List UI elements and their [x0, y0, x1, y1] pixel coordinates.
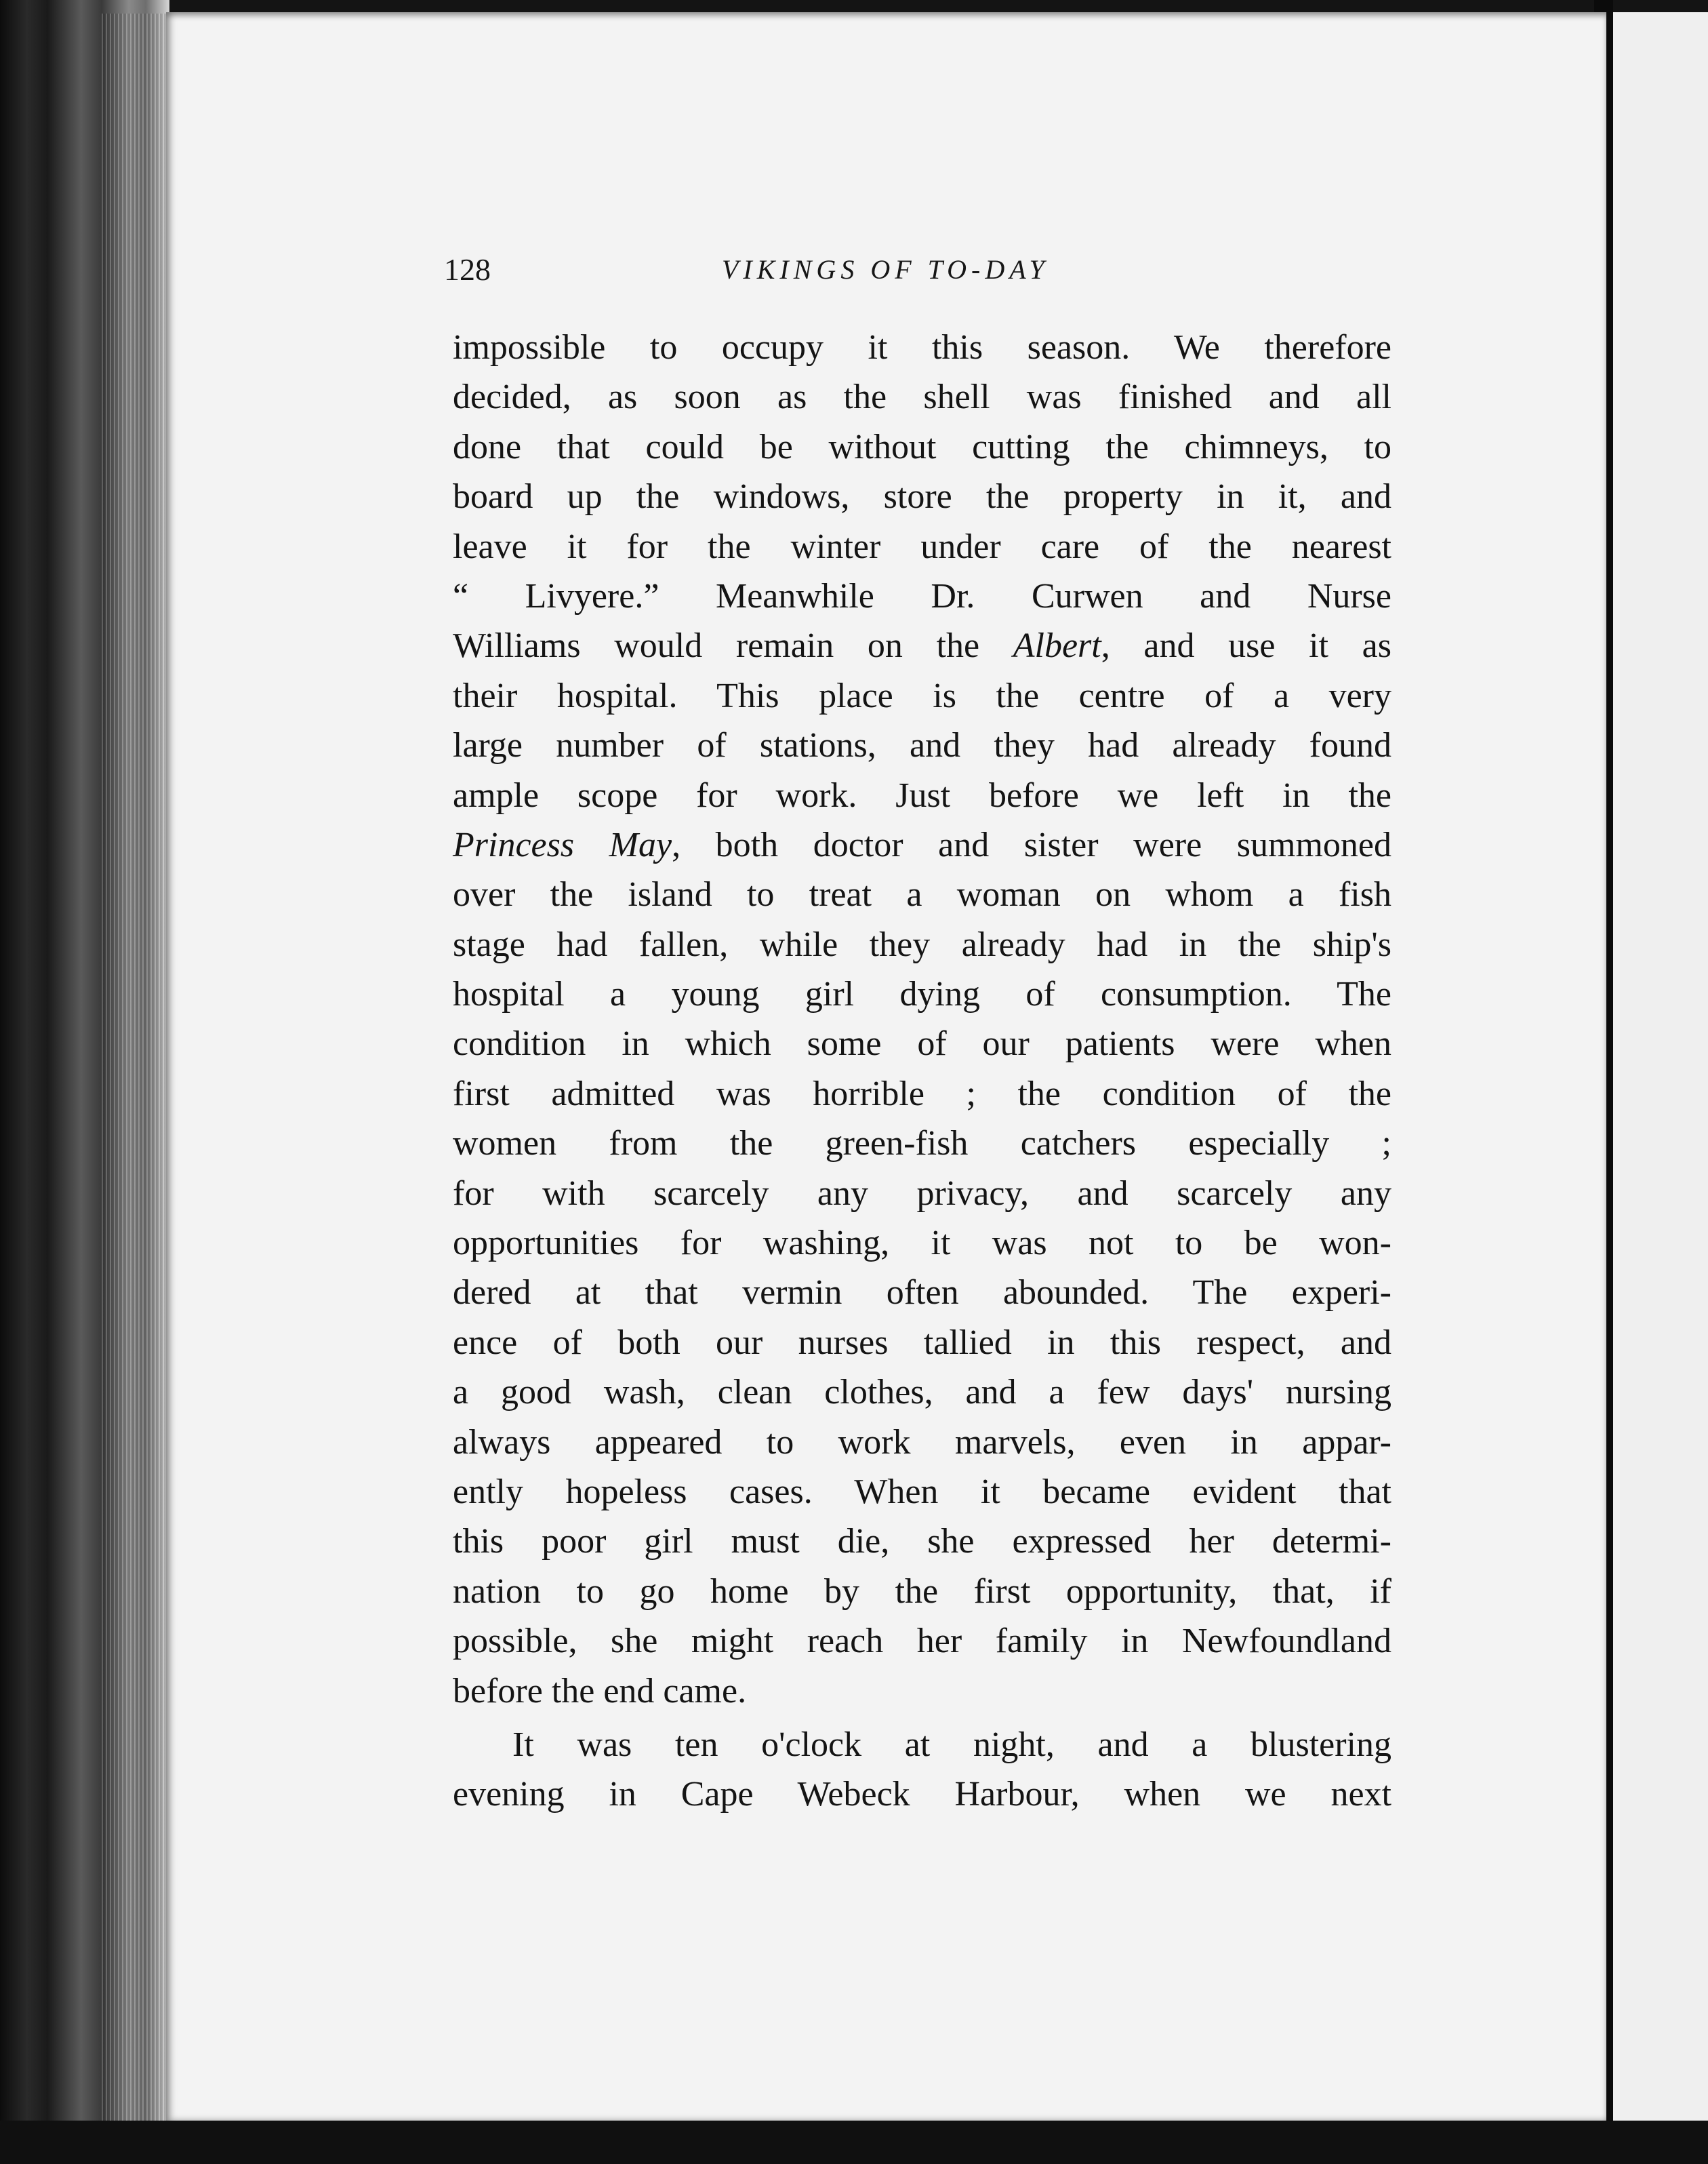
running-title: VIKINGS OF TO-DAY — [722, 254, 1049, 285]
body-text — [453, 323, 1391, 1820]
text-line: done that could be without cutting the chimneys, to — [453, 427, 1391, 466]
text-line: leave it for the winter under care of the nearest — [453, 527, 1391, 566]
italic-ship-name: Albert — [1013, 626, 1101, 666]
text-line: ently hopeless cases. When it became evident that — [453, 1472, 1391, 1511]
text-line: condition in which some of our patients were when — [453, 1024, 1391, 1064]
text-line: ample scope for work. Just before we left in the — [453, 776, 1391, 815]
text-line: first admitted was horrible ; the condition of the — [453, 1074, 1391, 1113]
text-line: hospital a young girl dying of consumption. The — [453, 975, 1391, 1014]
text-line: evening in Cape Webeck Harbour, when we next — [453, 1775, 1391, 1814]
text-line: nation to go home by the first opportunity, that, if — [453, 1571, 1391, 1611]
page-stack-edges — [102, 14, 169, 2129]
text-line: their hospital. This place is the centre of a very — [453, 676, 1391, 715]
running-head — [444, 243, 1393, 297]
paragraph-last-line: before the end came. — [453, 1671, 747, 1710]
text-line: ence of both our nurses tallied in this respect, and — [453, 1323, 1391, 1362]
text-line: large number of stations, and they had already found — [453, 726, 1391, 765]
scan-bottom-border — [0, 2121, 1708, 2164]
text-line: opportunities for washing, it was not to be won- — [453, 1224, 1391, 1263]
text-segment: Williams would remain on the — [453, 626, 1013, 666]
text-line: decided, as soon as the shell was finished and all — [453, 378, 1391, 417]
text-segment: , both doctor and sister were summoned — [672, 825, 1392, 864]
text-line: women from the green-fish catchers especially ; — [453, 1124, 1391, 1163]
text-line: over the island to treat a woman on whom a fish — [453, 875, 1391, 915]
page-number: 128 — [444, 252, 491, 287]
text-line: board up the windows, store the property in it, and — [453, 477, 1391, 517]
text-line: impossible to occupy it this season. We therefore — [453, 328, 1391, 367]
text-line-with-italic — [453, 621, 1391, 670]
text-line: for with scarcely any privacy, and scarcely any — [453, 1174, 1391, 1213]
text-line: possible, she might reach her family in Newfoundland — [453, 1622, 1391, 1661]
paragraph-first-line: It was ten o'clock at night, and a blustering — [512, 1725, 1391, 1764]
text-line: “ Livyere.” Meanwhile Dr. Curwen and Nurse — [453, 576, 1391, 616]
text-line: stage had fallen, while they already had in the ship's — [453, 925, 1391, 964]
text-line: a good wash, clean clothes, and a few days' nursing — [453, 1373, 1391, 1412]
text-line: this poor girl must die, she expressed her determi- — [453, 1522, 1391, 1561]
text-line: always appeared to work marvels, even in appar- — [453, 1422, 1391, 1462]
text-line: dered at that vermin often abounded. The experi- — [453, 1273, 1391, 1313]
adjacent-page-sliver — [1613, 12, 1708, 2121]
italic-ship-name: Princess May — [453, 825, 672, 864]
text-line-with-italic — [453, 820, 1391, 870]
text-segment: , and use it as — [1101, 626, 1392, 666]
